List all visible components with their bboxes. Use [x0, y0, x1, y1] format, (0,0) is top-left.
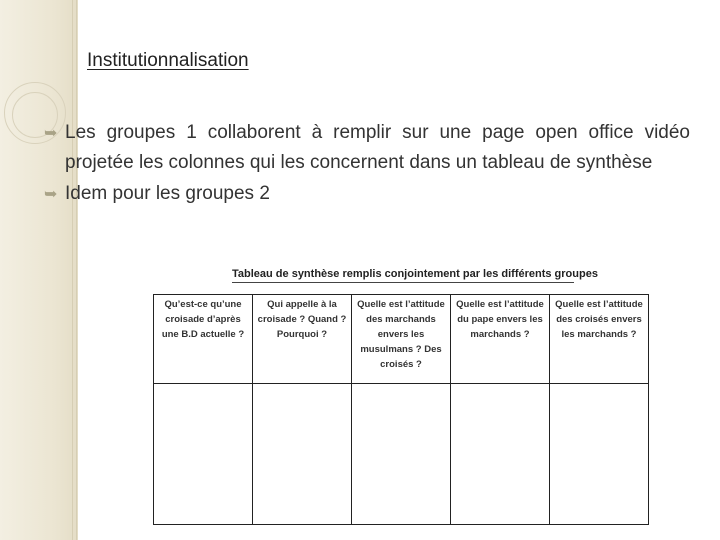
- decorative-vertical-line: [72, 0, 73, 540]
- bullet-text: Idem pour les groupes 2: [65, 183, 270, 204]
- table-row: [154, 384, 649, 525]
- decorative-vertical-line: [76, 0, 77, 540]
- table-cell: [352, 384, 451, 525]
- bullet-arrow-icon: ➥: [44, 186, 58, 203]
- bullet-item: [44, 118, 690, 178]
- bullet-arrow-icon: ➥: [44, 125, 58, 142]
- table-cell: [451, 384, 550, 525]
- table-cell: [550, 384, 649, 525]
- bullet-list: [44, 118, 690, 209]
- table-header-cell: Quelle est l’attitude du pape envers les marchands ?: [451, 295, 550, 384]
- table-header-cell: Quelle est l’attitude des croisés envers les marchands ?: [550, 295, 649, 384]
- bullet-item: [44, 179, 690, 209]
- table-header-cell: Qui appelle à la croisade ? Quand ? Pourquoi ?: [253, 295, 352, 384]
- table-cell: [154, 384, 253, 525]
- synthesis-table: [153, 294, 649, 525]
- slide-title: Institutionnalisation: [87, 50, 249, 71]
- table-cell: [253, 384, 352, 525]
- table-header-cell: Quelle est l’attitude des marchands envers les musulmans ? Des croisés ?: [352, 295, 451, 384]
- decorative-side-panel: [0, 0, 78, 540]
- bullet-text: Les groupes 1 collaborent à remplir sur une page open office vidéo projetée les colonnes qui les concernent dans un tableau de synthèse: [65, 122, 690, 173]
- table-header-row: [154, 295, 649, 384]
- table-caption: Tableau de synthèse remplis conjointement par les différents groupes: [232, 268, 598, 280]
- caption-underline: [232, 282, 574, 283]
- table-header-cell: Qu’est-ce qu’une croisade d’après une B.D actuelle ?: [154, 295, 253, 384]
